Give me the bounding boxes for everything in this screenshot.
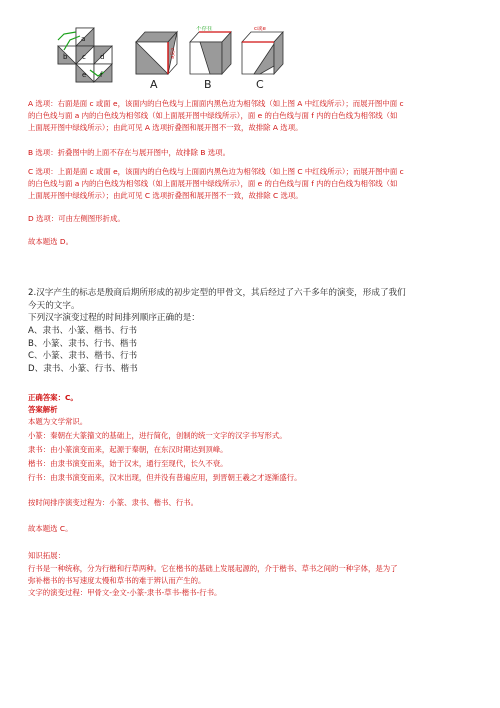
option-b-analysis: B 选项：折叠图中的上面不存在与展开图中，故排除 B 选项。 <box>28 148 230 157</box>
extension-line: 行书是一种统称，分为行楷和行草两种。它在楷书的基础上发展起源的，介于楷书、草书之间的一种字体，是为了 <box>28 564 398 573</box>
cube-figure <box>28 26 288 98</box>
extension-body <box>28 563 398 599</box>
cube-a-annotation: c或e <box>169 48 175 59</box>
analysis-line: 的白色线与面 a 内的白色线为相邻线（如上面展开图中绿线所示），面 e 的白色线与面 f 内的白色线为相邻线（如 <box>28 111 398 120</box>
option-c: C、小篆、隶书、楷书、行书 <box>28 351 138 361</box>
q1-conclusion: 故本题选 D。 <box>28 237 73 246</box>
order-summary: 按时间排序演变过程为：小篆、隶书、楷书、行书。 <box>28 498 198 507</box>
extension-heading: 知识拓展： <box>28 551 65 560</box>
question-2-stem <box>28 287 406 325</box>
extension-line: 文字的演变过程：甲骨文-金文-小篆-隶书-草书-楷书-行书。 <box>28 588 222 597</box>
stem-line: 2.汉字产生的标志是殷商后期所形成的初步定型的甲骨文，其后经过了六千多年的演变，形成了我们 <box>28 288 406 298</box>
answer-heading: 答案解析 <box>28 405 58 414</box>
option-d: D、隶书、小篆、行书、楷书 <box>28 363 138 374</box>
cube-a-label: A <box>150 78 158 91</box>
answer-item: 行书：由隶书演变而来，汉末出现，但并没有普遍应用，到晋朝王羲之才逐渐盛行。 <box>28 473 302 482</box>
cube-b-annotation: 不存在 <box>196 26 213 32</box>
analysis-line: 的白色线与面 a 内的白色线为相邻线（如上面展开图中绿线所示），面 e 的白色线与面 f 内的白色线为相邻线（如 <box>28 179 398 188</box>
net-label-d: d <box>100 53 105 61</box>
answer-item: 楷书：由隶书演变而来，始于汉末，通行至现代，长久不衰。 <box>28 459 228 468</box>
cube-c-label: C <box>256 78 264 91</box>
option-a: A、隶书、小篆、楷书、行书 <box>28 326 138 336</box>
correct-answer: 正确答案：C。 <box>28 393 78 402</box>
cube-b-label: B <box>204 78 212 91</box>
net-label-a: a <box>81 35 86 43</box>
answer-item: 隶书：由小篆演变而来，起源于秦朝，在东汉时期达到顶峰。 <box>28 445 228 454</box>
stem-line: 今天的文字。 <box>28 300 80 311</box>
net-label-f: f <box>100 71 103 79</box>
option-c-analysis <box>28 166 404 202</box>
option-a-analysis <box>28 98 404 134</box>
extension-line: 弥补楷书的书写速度太慢和草书的难于辨认而产生的。 <box>28 576 206 585</box>
cube-c-annotation: c或e <box>254 26 266 32</box>
question-2-options <box>28 325 138 375</box>
analysis-line: 上面展开图中绿线所示）；由此可见 A 选项折叠图和展开图不一致，故排除 A 选项。 <box>28 123 303 132</box>
cube-b <box>190 32 231 74</box>
analysis-line: 上面展开图中绿线所示）；由此可见 C 选项折叠图和展开图不一致，故排除 C 选项。 <box>28 191 303 200</box>
analysis-line: C 选项：上面是面 c 或面 e，该面内的白色线与上面面内黑色边为相邻线（如上图 C 中红线所示）；而展开图中面 c <box>28 167 404 176</box>
answer-item: 小篆：秦朝在大篆籀文的基础上，进行简化，创制的统一文字的汉字书写形式。 <box>28 431 287 440</box>
answer-items <box>28 430 301 486</box>
cube-c <box>242 32 283 74</box>
option-d-analysis: D 选项：可由左侧图形折成。 <box>28 214 125 223</box>
answer-topic: 本题为文学常识。 <box>28 417 88 426</box>
net-label-b: b <box>63 53 68 61</box>
option-b: B、小篆、隶书、行书、楷书 <box>28 338 138 349</box>
q2-conclusion: 故本题选 C。 <box>28 524 73 533</box>
net-label-e: e <box>82 71 87 79</box>
net-label-c: c <box>82 53 86 61</box>
stem-line: 下列汉字演变过程的时间排列顺序正确的是： <box>28 313 200 323</box>
analysis-line: A 选项：右面是面 c 或面 e，该面内的白色线与上面面内黑色边为相邻线（如上图 A 中红线所示）；而展开图中面 c <box>28 99 404 108</box>
